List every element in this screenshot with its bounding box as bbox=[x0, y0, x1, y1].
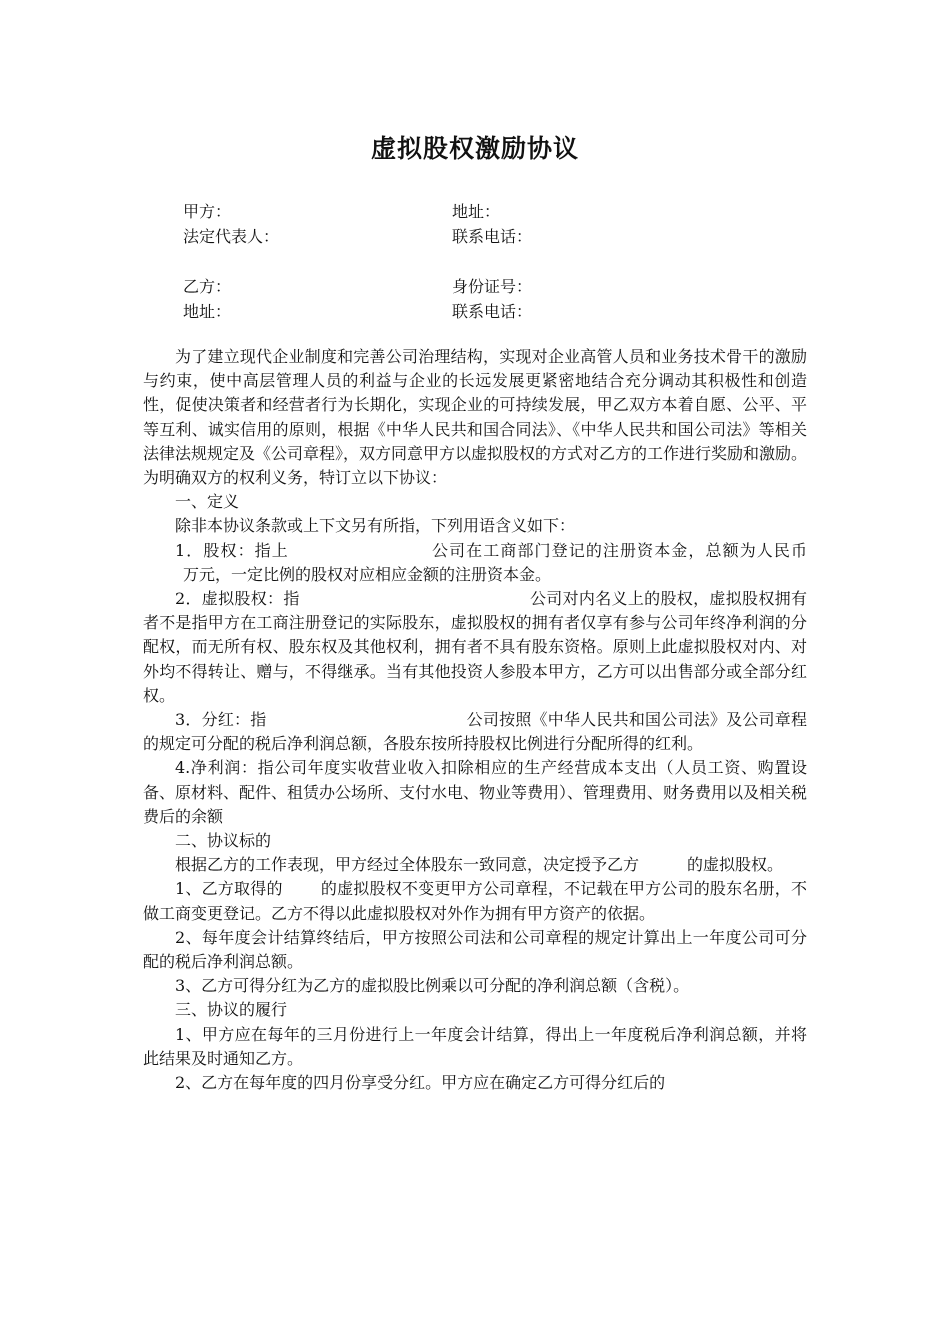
section-1-heading: 一、定义 bbox=[175, 492, 240, 512]
section-2-heading: 二、协议标的 bbox=[175, 831, 272, 851]
section-2-lead-part-b: 的虚拟股权。 bbox=[687, 855, 784, 875]
party-a-phone-label: 联系电话： bbox=[452, 227, 533, 246]
section-2-lead bbox=[143, 853, 807, 877]
definition-1 bbox=[143, 539, 807, 587]
section-3-item-1: 1、甲方应在每年的三月份进行上一年度会计结算，得出上一年度税后净利润总额，并将此结果及时通知乙方。 bbox=[143, 1024, 807, 1068]
definition-1-part-a: 1．股权：指上 bbox=[175, 540, 289, 560]
party-a-legal-rep-label: 法定代表人： bbox=[183, 227, 280, 246]
agreement-body bbox=[143, 345, 807, 1095]
definition-2-part-b: 公司对内名义上的股权，虚拟股权拥有者不是指甲方在工商注册登记的实际股东，虚拟股权的拥有者仅享有参与公司年终净利润的分配权，而无所有权、股东权及其他权利，拥有者不具有股东资格。原则上此虚拟股权对内、对外均不得转让、赠与，不得继承。当有其他投资人参股本甲方，乙方可以出售部分或全部分红权。 bbox=[143, 589, 807, 705]
section-1-lead: 除非本协议条款或上下文另有所指，下列用语含义如下： bbox=[175, 516, 576, 536]
section-2-lead-part-a: 根据乙方的工作表现，甲方经过全体股东一致同意，决定授予乙方 bbox=[175, 855, 640, 875]
section-2-item-1-part-a: 1、乙方取得的 bbox=[175, 879, 283, 899]
definition-3-part-a: 3．分红：指 bbox=[175, 710, 267, 730]
section-2-item-3: 3、乙方可得分红为乙方的虚拟股比例乘以可分配的净利润总额（含税）。 bbox=[175, 976, 690, 996]
section-3-item-2: 2、乙方在每年度的四月份享受分红。甲方应在确定乙方可得分红后的 bbox=[175, 1073, 666, 1093]
party-b-phone-label: 联系电话： bbox=[452, 302, 533, 321]
definition-4: 4.净利润：指公司年度实收营业收入扣除相应的生产经营成本支出（人员工资、购置设备、原材料、配件、租赁办公场所、支付水电、物业等费用）、管理费用、财务费用以及相关税费后的余额 bbox=[143, 758, 808, 826]
party-b-address-label: 地址： bbox=[183, 302, 232, 321]
section-2-item-1 bbox=[143, 877, 807, 925]
party-b-name-label: 乙方： bbox=[183, 277, 232, 296]
definition-3 bbox=[143, 708, 807, 756]
definition-1-part-c: 万元，一定比例的股权对应相应金额的注册资本金。 bbox=[183, 564, 552, 584]
section-2-item-1-part-b: 的虚拟股权不变更甲方公司章程，不记载在甲方公司的股东名册，不做工商变更登记。乙方不得以此虚拟股权对外作为拥有甲方资产的依据。 bbox=[143, 879, 807, 923]
document-title: 虚拟股权激励协议 bbox=[370, 134, 579, 163]
party-a-name-label: 甲方： bbox=[183, 202, 232, 221]
party-b-id-label: 身份证号： bbox=[452, 277, 533, 296]
definition-2 bbox=[143, 587, 807, 708]
section-3-heading: 三、协议的履行 bbox=[175, 1000, 288, 1020]
intro-paragraph: 为了建立现代企业制度和完善公司治理结构，实现对企业高管人员和业务技术骨干的激励与约束，使中高层管理人员的利益与企业的长远发展更紧密地结合充分调动其积极性和创造性，促使决策者和经营者行为长期化，实现企业的可持续发展，甲乙双方本着自愿、公平、平等互利、诚实信用的原则，根据《中华人民共和国合同法》、《中华人民共和国公司法》等相关法律法规规定及《公司章程》，双方同意甲方以虚拟股权的方式对乙方的工作进行奖励和激励。为明确双方的权利义务，特订立以下协议： bbox=[143, 347, 808, 488]
definition-3-part-b: 公司按照《中华人民共和国公司法》及公司章程的规定可分配的税后净利润总额，各股东按所持股权比例进行分配所得的红利。 bbox=[143, 710, 807, 754]
definition-1-part-b: 公司在工商部门登记的注册资本金，总额为人民币 bbox=[430, 540, 807, 560]
party-a-address-label: 地址： bbox=[452, 202, 501, 221]
section-2-item-2: 2、每年度会计结算终结后，甲方按照公司法和公司章程的规定计算出上一年度公司可分配的税后净利润总额。 bbox=[143, 927, 807, 972]
definition-2-part-a: 2．虚拟股权：指 bbox=[175, 589, 300, 609]
